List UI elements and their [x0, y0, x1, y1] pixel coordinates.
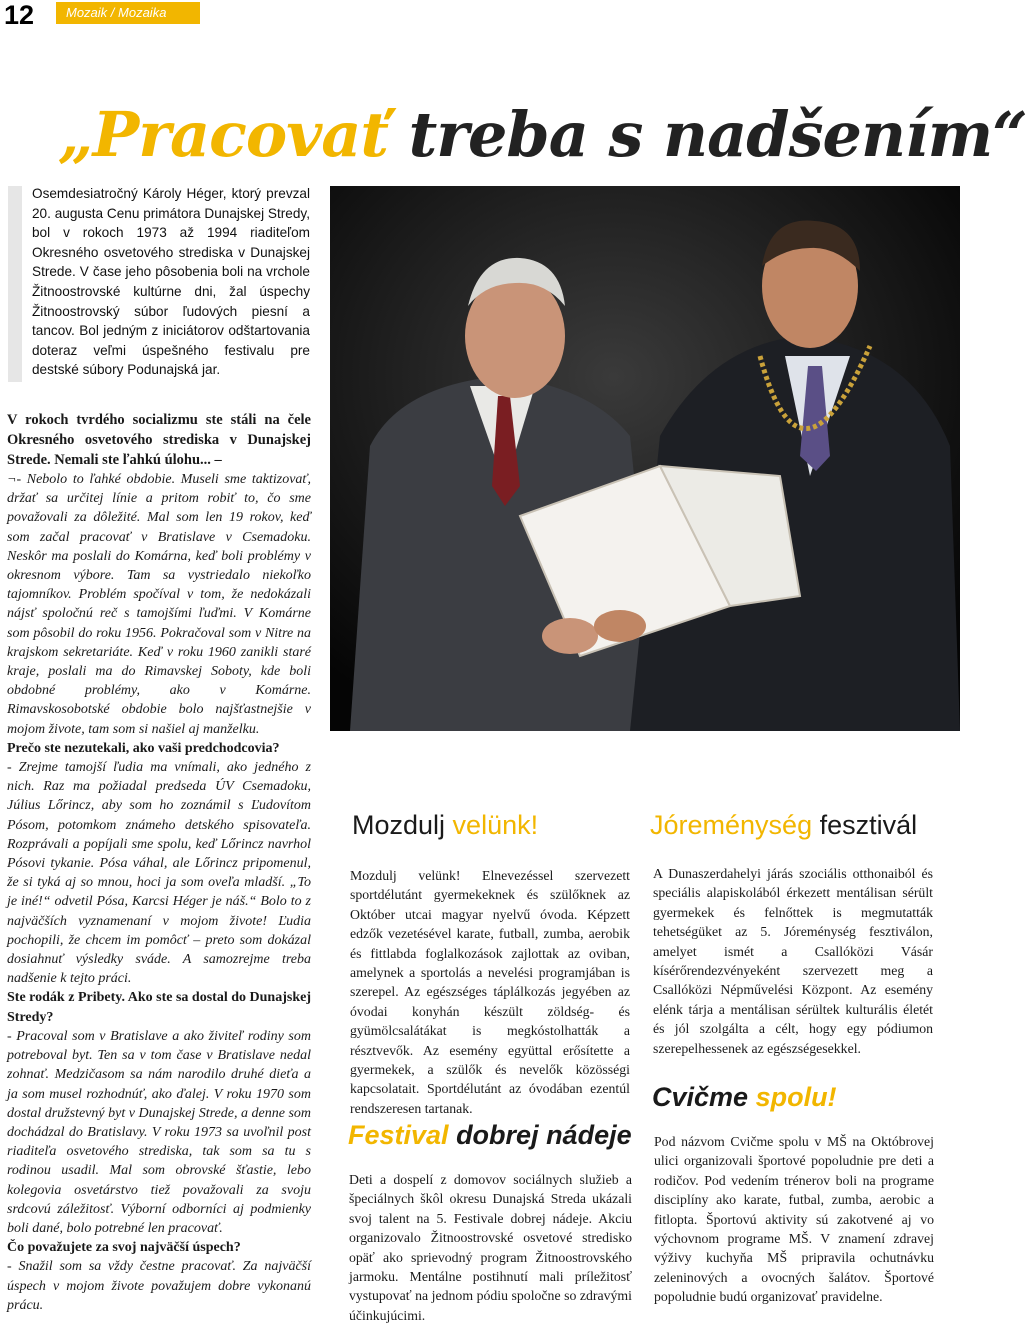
article-title-dark: Cvičme: [652, 1082, 749, 1112]
interview-question: V rokoch tvrdého socializmu ste stáli na čele Okresného osvetového strediska v Dunajskej Strede. Nemali ste ľahkú úlohu... –: [7, 412, 311, 468]
intro-accent-bar: [8, 186, 22, 382]
section-tag: Mozaik / Mozaika: [56, 2, 200, 24]
article-title-dark: fesztivál: [812, 810, 918, 840]
article-title: [348, 1120, 632, 1151]
article-title-accent: Jóreménység: [650, 810, 813, 840]
interview-question: Prečo ste nezutekali, ako vaši predchodcovia?: [7, 740, 280, 756]
intro-paragraph: Osemdesiatročný Károly Héger, ktorý prevzal 20. augusta Cenu primátora Dunajskej Stredy, bol v rokoch 1973 až 1994 riaditeľom Okresného osvetového strediska v Dunajskej Strede. V čase jeho pôsobenia boli na vrchole Žitnoostrovské kultúrne dni, žal úspechy Žitnoostrovský súbor ľudových piesní a tancov. Bol jedným z iniciátorov odštartovania doteraz veľmi úspešného festivalu pre destské súbory Podunajská jar.: [32, 186, 310, 378]
interview-answer: - Zrejme tamojší ľudia ma vnímali, ako jedného z nich. Raz ma požiadal predseda ÚV Csemadoku, Július Lőrincz, aby som ho zoznámil s Ľudovítom Pósom, potomkom známeho detského spisovateľa. Rozprávali a popíjali sme spolu, keď Lőrincz navrhol Pósovi tykanie. Pósa váhal, ale Lőrincz pripomenul, že si tyká aj so mnou, hoci ja som oveľa mladší. „To je iné!“ odvetil Pósa, Karcsi Héger je náš.“ Bolo to z najväčších vyznamenaní v mojom živote! Ľudia pochopili, že chcem im pomôcť – preto som dokázal dosiahnuť výsledky sváde. A samozrejme treba nadšenie k tejto práci.: [7, 760, 311, 987]
headline-rest: treba s nadšením“: [388, 98, 1027, 171]
interview-question: Čo považujete za svoj najväčší úspech?: [7, 1240, 241, 1256]
page-number: 12: [4, 0, 35, 30]
headline-accent: „Pracovať: [58, 98, 389, 171]
photo-illustration: [330, 186, 960, 731]
article-body: Pod názvom Cvičme spolu v MŠ na Októbrovej ulici organizovali športové popoludnie pre deti a rodičov. Pod vedením trénerov boli na programe disciplíny ako karate, futbal, zumba, aerobic a fitlopta. Športovú aktivity sú zakotvené aj vo výchovnom programe MŠ. V znamení zdravej výživy kuchyňa MŠ pripravila ochutnávku zeleninových a ovocných šalátov. Športové popoludnie budú organizovať pravidelne.: [654, 1134, 934, 1305]
article-title-dark: Mozdulj: [352, 810, 446, 840]
article-title-accent: spolu!: [748, 1082, 837, 1112]
article-body: Mozdulj velünk! Elnevezéssel szervezett sportdélutánt gyermekeknek és szülőknek az Október utcai magyar nyelvű óvoda. Képzett edzők vezetésével karate, futball, zumba, aerobik és fittlabda foglalkozások zajlottak az oviban, amelynek a sportolás a nevelési programjában is szerepel. Az egészséges táplálkozás jegyében az óvodai konyhán készült zöldség- és gyümölcsalátákat is megkóstolhatták a résztvevők. Az esemény együttal erősítette a gyermekek, a szülők és nevelők közösségi kapcsolatait. Sportdélutánt az óvodában ezentúl rendszeresen tartanak.: [350, 868, 630, 1116]
article-title-accent: Festival: [348, 1120, 449, 1150]
headline: [58, 98, 1027, 171]
interview-column: [7, 410, 311, 1315]
award-ceremony-photo: [330, 186, 960, 731]
article-body: A Dunaszerdahelyi járás szociális otthonaiból és speciális alapiskolából érkezett mentálisan sérült gyermekek és felnőttek is megmutatták tehetségüket az 5. Jóreménység fesztiválon, amelyet ismét a Csallóközi Vásár kísérőrendezvényeként szervezett meg a Csallóközi Népművelési Központ. Az esemény elénk tárja a mentálisan sérültek kulturális életét és jól szolgálta a célt, hogy egy pódiumon szerepelhessenek az egészségesekkel.: [653, 866, 933, 1056]
interview-answer: - Snažil som sa vždy čestne pracovať. Za najväčší úspech v mojom živote považujem dobre vykonanú prácu.: [7, 1259, 311, 1313]
interview-answer: ¬- Nebolo to ľahké obdobie. Museli sme taktizovať, držať sa určitej línie a pritom robiť to, čo sme považovali za dôležité. Mal som len 19 rokov, keď som začal pracovať v Bratislave v Csemadoku. Neskôr ma poslali do Komárna, keď boli problémy v okresnom výbore. Tam sa vystriedalo niekoľko tajomníkov. Problém spočíval v tom, že nedokázali nájsť spoločnú reč s tamojšími ľuďmi. V Komárne som pôsobil do roku 1956. Pokračoval som v Nitre na krajskom sekretariáte. Keď v roku 1960 zanikli staré kraje, poslali ma do Rimavskej Soboty, kde boli obdobné problémy, ako v Komárne. Rimavskosobotské obdobie bolo najšťastnejšie v mojom živote, tam som si našiel aj manželku.: [7, 472, 311, 737]
article-title: [352, 810, 538, 841]
article-title: [652, 1082, 837, 1113]
interview-question: Ste rodák z Pribety. Ako ste sa dostal do Dunajskej Stredy?: [7, 990, 311, 1025]
article-title: [650, 810, 917, 841]
article-body: Deti a dospelí z domovov sociálnych služieb a špeciálnych škôl okresu Dunajská Streda ukázali svoj talent na 5. Festivale dobrej nádeje. Akciu organizovalo Žitnoostrovské osvetové stredisko opäť ako sprievodný program Žitnoostrovského jarmoku. Mentálne postihnutí mali príležitosť vystupovať na jednom pódiu spoločne so zdravými účinkujúcimi.: [349, 1172, 632, 1323]
interview-answer: - Pracoval som v Bratislave a ako živiteľ rodiny som potreboval byt. Ten sa v tom čase v Bratislave nedal zohnať. Medzičasom sa nám narodilo druhé dieťa a ja som musel rozhodnúť, ako ďalej. V roku 1970 som dostal družstevný byt v Dunajskej Strede, a denne som dochádzal do Bratislavy. V roku 1973 sa uvoľnil post riaditeľa osvetového strediska, tak som sa tu s rodinou usadil. Mal som obrovské šťastie, lebo kolegovia osvetárstvo tiež považovali za svoju srdcovú záležitosť. Výborní odborníci aj podmienky boli dané, bolo potrebné len pracovať.: [7, 1028, 311, 1236]
article-title-dark: dobrej nádeje: [448, 1120, 632, 1150]
article-title-accent: velünk!: [445, 810, 539, 840]
